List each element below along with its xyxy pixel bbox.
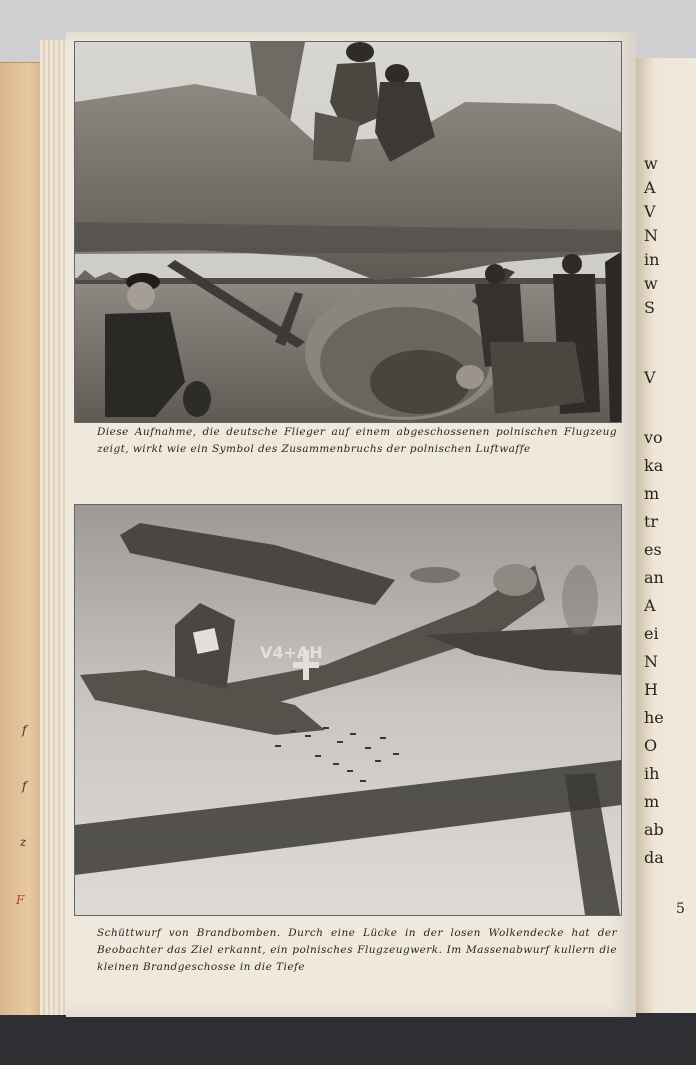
photo-bomber-illustration	[75, 505, 621, 915]
right-page-fragment: V	[644, 202, 656, 221]
photo-caption-1: Diese Aufnahme, die deutsche Flieger auf einem abgeschossenen polnischen Flugzeug zeigt, wirkt wie ein Symbol des Zusammenbruchs der polnischen Luftwaffe	[97, 426, 617, 455]
right-page-fragment: O	[644, 736, 658, 755]
left-page-letter-red: F	[16, 893, 25, 907]
left-page-letter: f	[22, 779, 27, 793]
right-page-fragment: ab	[644, 820, 664, 839]
photo-bomber-in-flight	[75, 505, 621, 915]
aircraft-marking: V4+AH	[260, 643, 323, 662]
right-page-fragment: tr	[644, 512, 659, 531]
right-page-fragment: H	[644, 680, 658, 699]
right-page	[636, 58, 696, 1013]
right-page-fragment: m	[644, 484, 660, 503]
right-page-fragment: an	[644, 568, 664, 587]
right-page-fragment: he	[644, 708, 664, 727]
right-page-fragment: m	[644, 792, 660, 811]
photo-downed-plane-illustration	[75, 42, 621, 422]
right-page-fragment: ih	[644, 764, 660, 783]
right-page-fragment: V	[644, 368, 656, 387]
right-page-fragment: A	[644, 596, 656, 615]
right-page-fragment: N	[644, 652, 658, 671]
right-page-fragment: w	[644, 274, 658, 293]
right-page-fragment: in	[644, 250, 660, 269]
right-page-fragment: A	[644, 178, 656, 197]
right-page-fragment: N	[644, 226, 658, 245]
right-page-fragment: ka	[644, 456, 664, 475]
right-page-fragment: ei	[644, 624, 659, 643]
photo-caption-2: Schüttwurf von Brandbomben. Durch eine Lücke in der losen Wolkendecke hat der Beobachter das Ziel erkannt, ein polnisches Flugzeugwerk. Im Massenabwurf kullern die kleinen Brandgeschosse in die Tiefe	[97, 927, 617, 973]
page-number: 5	[676, 901, 685, 917]
right-page-fragment: w	[644, 154, 658, 173]
photo-downed-plane	[75, 42, 621, 422]
right-page-fragment: da	[644, 848, 664, 867]
right-page-fragment: vo	[644, 428, 663, 447]
right-page-fragment: S	[644, 298, 655, 317]
left-page-letter: z	[20, 835, 27, 849]
right-page-fragment: es	[644, 540, 662, 559]
left-page-letter: f	[22, 723, 27, 737]
